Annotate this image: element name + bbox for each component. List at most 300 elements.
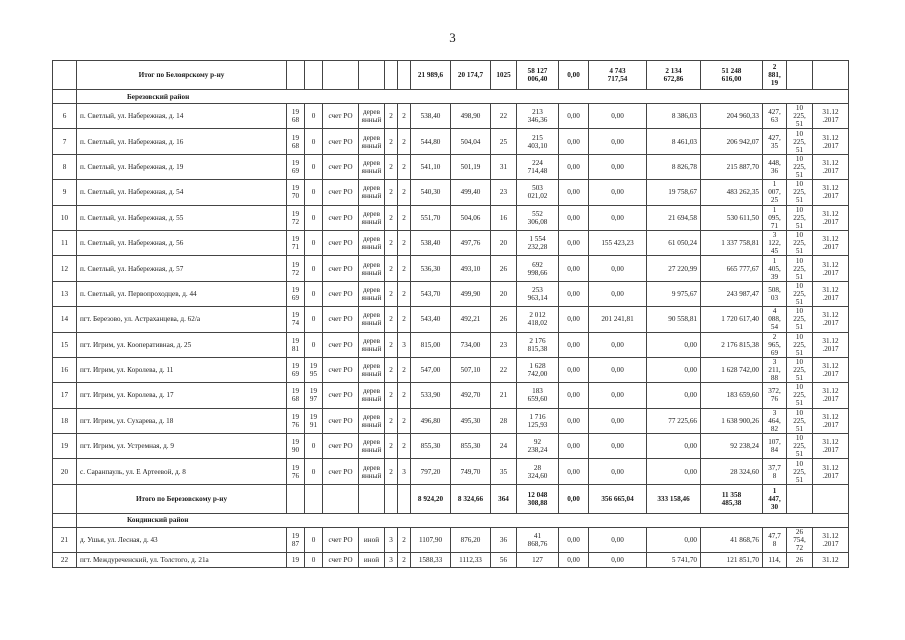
year-built: 19 81	[287, 332, 305, 357]
area-total: 538,40	[411, 104, 451, 129]
cost-specific: 107, 84	[763, 434, 787, 459]
empty-cell	[53, 513, 77, 527]
cost-total: 41 868,76	[517, 527, 559, 552]
entrances: 3	[398, 459, 411, 484]
floors: 2	[385, 230, 398, 255]
year-reconstructed: 0	[305, 104, 323, 129]
year-built: 19 90	[287, 434, 305, 459]
floors: 2	[385, 205, 398, 230]
cost-specific: 1 405, 39	[763, 256, 787, 281]
wall-material: дерев янный	[359, 459, 385, 484]
table-row	[53, 180, 849, 205]
deadline-date: 31.12 .2017	[813, 307, 849, 332]
row-number: 22	[53, 553, 77, 568]
deadline-date: 31.12 .2017	[813, 129, 849, 154]
account-type: счет РО	[323, 459, 359, 484]
cost-regional: 0,00	[589, 205, 647, 230]
deadline-date: 31.12 .2017	[813, 527, 849, 552]
floors: 2	[385, 104, 398, 129]
cost-municipal: 9 975,67	[647, 281, 701, 306]
cost-municipal: 0,00	[647, 383, 701, 408]
cost-total: 253 963,14	[517, 281, 559, 306]
floors: 2	[385, 357, 398, 382]
entrances: 2	[398, 230, 411, 255]
deadline-date: 31.12 .2017	[813, 459, 849, 484]
account-type: счет РО	[323, 129, 359, 154]
entrances: 2	[398, 307, 411, 332]
residents: 56	[491, 553, 517, 568]
cost-total: 224 714,48	[517, 154, 559, 179]
area-living: 855,30	[451, 434, 491, 459]
cost-municipal: 333 158,46	[647, 484, 701, 513]
cost-regional: 0,00	[589, 154, 647, 179]
empty-cell	[323, 484, 359, 513]
cost-federal: 0,00	[559, 180, 589, 205]
cost-municipal: 27 220,99	[647, 256, 701, 281]
entrances: 2	[398, 205, 411, 230]
residents: 26	[491, 256, 517, 281]
cost-regional: 0,00	[589, 129, 647, 154]
cost-specific: 372, 76	[763, 383, 787, 408]
address: пгт. Игрим, ул. Кооперативная, д. 25	[77, 332, 287, 357]
floors: 2	[385, 383, 398, 408]
table-row	[53, 129, 849, 154]
floors: 2	[385, 281, 398, 306]
area-living: 507,10	[451, 357, 491, 382]
cost-regional: 0,00	[589, 104, 647, 129]
section-title: Кондинский район	[77, 513, 849, 527]
address: пгт. Игрим, ул. Устремная, д. 9	[77, 434, 287, 459]
year-reconstructed: 0	[305, 307, 323, 332]
cost-total: 92 238,24	[517, 434, 559, 459]
year-built: 19 72	[287, 256, 305, 281]
account-type: счет РО	[323, 527, 359, 552]
cost-owners: 204 960,33	[701, 104, 763, 129]
wall-material: дерев янный	[359, 357, 385, 382]
cost-specific: 1 447, 30	[763, 484, 787, 513]
floors: 2	[385, 434, 398, 459]
cost-owners: 483 262,35	[701, 180, 763, 205]
deadline-date: 31.12 .2017	[813, 357, 849, 382]
cost-limit: 10 225, 51	[787, 154, 813, 179]
totals-beloyarsky-row	[53, 61, 849, 90]
entrances: 2	[398, 129, 411, 154]
year-reconstructed: 19 95	[305, 357, 323, 382]
area-living: 501,19	[451, 154, 491, 179]
residents: 16	[491, 205, 517, 230]
cost-regional: 0,00	[589, 357, 647, 382]
cost-specific: 427, 35	[763, 129, 787, 154]
totals-berezovsky-row	[53, 484, 849, 513]
year-built: 19 72	[287, 205, 305, 230]
account-type: счет РО	[323, 256, 359, 281]
year-reconstructed: 0	[305, 332, 323, 357]
row-number: 16	[53, 357, 77, 382]
table-row	[53, 154, 849, 179]
address: с. Саранпауль, ул. Е Артеевой, д. 8	[77, 459, 287, 484]
cost-municipal: 0,00	[647, 357, 701, 382]
area-total: 544,80	[411, 129, 451, 154]
cost-limit: 26 754, 72	[787, 527, 813, 552]
entrances: 2	[398, 281, 411, 306]
year-built: 19 70	[287, 180, 305, 205]
cost-specific: 47,7 8	[763, 527, 787, 552]
cost-municipal: 0,00	[647, 332, 701, 357]
cost-federal: 0,00	[559, 256, 589, 281]
cost-municipal: 8 461,03	[647, 129, 701, 154]
row-number: 14	[53, 307, 77, 332]
table-row	[53, 281, 849, 306]
cost-regional: 201 241,81	[589, 307, 647, 332]
account-type: счет РО	[323, 154, 359, 179]
cost-specific: 2 881, 19	[763, 61, 787, 90]
wall-material: дерев янный	[359, 281, 385, 306]
area-living: 492,70	[451, 383, 491, 408]
empty-cell	[787, 484, 813, 513]
cost-municipal: 2 134 672,86	[647, 61, 701, 90]
cost-federal: 0,00	[559, 527, 589, 552]
residents: 23	[491, 332, 517, 357]
floors: 2	[385, 180, 398, 205]
residents: 1025	[491, 61, 517, 90]
cost-total: 1 716 125,93	[517, 408, 559, 433]
cost-limit: 10 225, 51	[787, 307, 813, 332]
year-built: 19 68	[287, 129, 305, 154]
wall-material: дерев янный	[359, 129, 385, 154]
address: пгт. Березово, ул. Астраханцева, д. 62/а	[77, 307, 287, 332]
residents: 25	[491, 129, 517, 154]
cost-owners: 28 324,60	[701, 459, 763, 484]
deadline-date: 31.12 .2017	[813, 332, 849, 357]
empty-cell	[53, 484, 77, 513]
account-type: счет РО	[323, 307, 359, 332]
entrances: 2	[398, 256, 411, 281]
wall-material: дерев янный	[359, 205, 385, 230]
cost-regional: 0,00	[589, 553, 647, 568]
cost-specific: 114,	[763, 553, 787, 568]
table-row	[53, 459, 849, 484]
row-number: 6	[53, 104, 77, 129]
entrances: 2	[398, 357, 411, 382]
cost-federal: 0,00	[559, 281, 589, 306]
year-built: 19	[287, 553, 305, 568]
area-living: 504,04	[451, 129, 491, 154]
residents: 28	[491, 408, 517, 433]
cost-regional: 4 743 717,54	[589, 61, 647, 90]
account-type: счет РО	[323, 553, 359, 568]
cost-municipal: 0,00	[647, 527, 701, 552]
table-row	[53, 256, 849, 281]
cost-total: 183 659,60	[517, 383, 559, 408]
cost-regional: 356 665,04	[589, 484, 647, 513]
cost-specific: 1 095, 71	[763, 205, 787, 230]
year-reconstructed: 0	[305, 434, 323, 459]
cost-owners: 215 887,70	[701, 154, 763, 179]
residents: 22	[491, 104, 517, 129]
area-total: 533,90	[411, 383, 451, 408]
cost-limit: 10 225, 51	[787, 281, 813, 306]
account-type: счет РО	[323, 332, 359, 357]
year-reconstructed: 0	[305, 553, 323, 568]
cost-total: 692 998,66	[517, 256, 559, 281]
entrances: 2	[398, 553, 411, 568]
area-living: 20 174,7	[451, 61, 491, 90]
cost-regional: 0,00	[589, 180, 647, 205]
empty-cell	[813, 484, 849, 513]
address: пгт. Междуреченский, ул. Толстого, д. 21а	[77, 553, 287, 568]
cost-federal: 0,00	[559, 307, 589, 332]
cost-limit: 10 225, 51	[787, 129, 813, 154]
cost-owners: 1 628 742,00	[701, 357, 763, 382]
deadline-date: 31.12	[813, 553, 849, 568]
floors: 3	[385, 553, 398, 568]
cost-specific: 1 007, 25	[763, 180, 787, 205]
cost-federal: 0,00	[559, 61, 589, 90]
cost-limit: 10 225, 51	[787, 180, 813, 205]
cost-total: 503 021,02	[517, 180, 559, 205]
cost-regional: 0,00	[589, 434, 647, 459]
year-built: 19 71	[287, 230, 305, 255]
entrances: 3	[398, 332, 411, 357]
cost-owners: 665 777,67	[701, 256, 763, 281]
cost-federal: 0,00	[559, 553, 589, 568]
cost-owners: 121 851,70	[701, 553, 763, 568]
table-row	[53, 104, 849, 129]
residents: 21	[491, 383, 517, 408]
cost-total: 552 306,08	[517, 205, 559, 230]
account-type: счет РО	[323, 205, 359, 230]
cost-regional: 0,00	[589, 332, 647, 357]
cost-municipal: 21 694,58	[647, 205, 701, 230]
residents: 364	[491, 484, 517, 513]
wall-material: дерев янный	[359, 104, 385, 129]
area-total: 538,40	[411, 230, 451, 255]
floors: 2	[385, 459, 398, 484]
account-type: счет РО	[323, 104, 359, 129]
wall-material: дерев янный	[359, 154, 385, 179]
cost-federal: 0,00	[559, 434, 589, 459]
deadline-date: 31.12 .2017	[813, 281, 849, 306]
empty-cell	[398, 484, 411, 513]
cost-regional: 0,00	[589, 527, 647, 552]
area-living: 498,90	[451, 104, 491, 129]
year-built: 19 69	[287, 357, 305, 382]
table-row	[53, 383, 849, 408]
cost-federal: 0,00	[559, 129, 589, 154]
entrances: 2	[398, 180, 411, 205]
floors: 2	[385, 408, 398, 433]
area-total: 1107,90	[411, 527, 451, 552]
cost-regional: 0,00	[589, 256, 647, 281]
row-number: 9	[53, 180, 77, 205]
deadline-date: 31.12 .2017	[813, 154, 849, 179]
area-living: 876,20	[451, 527, 491, 552]
wall-material: иной	[359, 527, 385, 552]
cost-total: 1 628 742,00	[517, 357, 559, 382]
floors: 2	[385, 307, 398, 332]
year-built: 19 68	[287, 104, 305, 129]
cost-federal: 0,00	[559, 104, 589, 129]
year-built: 19 76	[287, 459, 305, 484]
area-living: 734,00	[451, 332, 491, 357]
cost-owners: 51 248 616,00	[701, 61, 763, 90]
cost-federal: 0,00	[559, 383, 589, 408]
entrances: 2	[398, 434, 411, 459]
cost-limit: 10 225, 51	[787, 104, 813, 129]
row-number: 12	[53, 256, 77, 281]
cost-specific: 448, 36	[763, 154, 787, 179]
floors: 2	[385, 154, 398, 179]
cost-limit: 26	[787, 553, 813, 568]
area-living: 499,90	[451, 281, 491, 306]
area-total: 21 989,6	[411, 61, 451, 90]
table-row	[53, 357, 849, 382]
cost-municipal: 0,00	[647, 434, 701, 459]
area-total: 551,70	[411, 205, 451, 230]
address: п. Светлый, ул. Набережная, д. 16	[77, 129, 287, 154]
year-reconstructed: 0	[305, 230, 323, 255]
entrances: 2	[398, 154, 411, 179]
address: п. Светлый, ул. Первопроходцев, д. 44	[77, 281, 287, 306]
entrances: 2	[398, 383, 411, 408]
cost-limit: 10 225, 51	[787, 383, 813, 408]
area-total: 543,40	[411, 307, 451, 332]
cost-owners: 206 942,07	[701, 129, 763, 154]
area-total: 536,30	[411, 256, 451, 281]
table-row	[53, 307, 849, 332]
empty-cell	[385, 484, 398, 513]
account-type: счет РО	[323, 281, 359, 306]
cost-specific: 427, 63	[763, 104, 787, 129]
area-total: 797,20	[411, 459, 451, 484]
table-row	[53, 434, 849, 459]
address: п. Светлый, ул. Набережная, д. 56	[77, 230, 287, 255]
area-total: 815,00	[411, 332, 451, 357]
area-living: 492,21	[451, 307, 491, 332]
row-number: 13	[53, 281, 77, 306]
cost-federal: 0,00	[559, 459, 589, 484]
cost-regional: 0,00	[589, 383, 647, 408]
wall-material: дерев янный	[359, 230, 385, 255]
deadline-date: 31.12 .2017	[813, 180, 849, 205]
cost-limit: 10 225, 51	[787, 256, 813, 281]
cost-federal: 0,00	[559, 205, 589, 230]
account-type: счет РО	[323, 230, 359, 255]
cost-regional: 0,00	[589, 408, 647, 433]
cost-owners: 2 176 815,38	[701, 332, 763, 357]
deadline-date: 31.12 .2017	[813, 230, 849, 255]
cost-owners: 243 987,47	[701, 281, 763, 306]
table-row	[53, 205, 849, 230]
cost-specific: 3 211, 88	[763, 357, 787, 382]
year-reconstructed: 19 91	[305, 408, 323, 433]
year-reconstructed: 0	[305, 129, 323, 154]
cost-municipal: 61 050,24	[647, 230, 701, 255]
area-total: 1588,33	[411, 553, 451, 568]
floors: 2	[385, 256, 398, 281]
cost-municipal: 90 558,81	[647, 307, 701, 332]
address: пгт. Игрим, ул. Королева, д. 17	[77, 383, 287, 408]
address: п. Светлый, ул. Набережная, д. 19	[77, 154, 287, 179]
wall-material: иной	[359, 553, 385, 568]
year-reconstructed: 0	[305, 281, 323, 306]
totals-label: Итого по Березовскому р-ну	[77, 484, 287, 513]
floors: 2	[385, 332, 398, 357]
cost-total: 213 346,36	[517, 104, 559, 129]
floors: 2	[385, 129, 398, 154]
row-number: 10	[53, 205, 77, 230]
year-built: 19 69	[287, 281, 305, 306]
deadline-date: 31.12 .2017	[813, 256, 849, 281]
cost-specific: 2 965, 69	[763, 332, 787, 357]
residents: 35	[491, 459, 517, 484]
totals-label: Итог по Белоярскому р-ну	[77, 61, 287, 90]
area-living: 749,70	[451, 459, 491, 484]
row-number: 20	[53, 459, 77, 484]
area-living: 499,40	[451, 180, 491, 205]
cost-owners: 1 638 900,26	[701, 408, 763, 433]
row-number: 19	[53, 434, 77, 459]
cost-federal: 0,00	[559, 154, 589, 179]
residents: 20	[491, 230, 517, 255]
cost-owners: 1 337 758,81	[701, 230, 763, 255]
table-row	[53, 230, 849, 255]
cost-limit: 10 225, 51	[787, 459, 813, 484]
cost-specific: 3 122, 45	[763, 230, 787, 255]
wall-material: дерев янный	[359, 307, 385, 332]
row-number: 15	[53, 332, 77, 357]
year-built: 19 69	[287, 154, 305, 179]
entrances: 2	[398, 104, 411, 129]
cost-limit: 10 225, 51	[787, 434, 813, 459]
table-row	[53, 527, 849, 552]
residents: 22	[491, 357, 517, 382]
section-title: Березовский район	[77, 90, 849, 104]
empty-cell	[305, 484, 323, 513]
cost-municipal: 8 826,78	[647, 154, 701, 179]
cost-owners: 41 868,76	[701, 527, 763, 552]
row-number: 7	[53, 129, 77, 154]
year-reconstructed: 19 97	[305, 383, 323, 408]
table-row	[53, 332, 849, 357]
area-living: 493,10	[451, 256, 491, 281]
section-header-berezovsky	[53, 90, 849, 104]
cost-federal: 0,00	[559, 230, 589, 255]
row-number: 11	[53, 230, 77, 255]
year-reconstructed: 0	[305, 205, 323, 230]
cost-federal: 0,00	[559, 357, 589, 382]
cost-total: 2 012 418,02	[517, 307, 559, 332]
year-built: 19 87	[287, 527, 305, 552]
deadline-date: 31.12 .2017	[813, 434, 849, 459]
cost-owners: 530 611,50	[701, 205, 763, 230]
cost-total: 215 403,10	[517, 129, 559, 154]
wall-material: дерев янный	[359, 180, 385, 205]
cost-specific: 508, 03	[763, 281, 787, 306]
area-living: 495,30	[451, 408, 491, 433]
deadline-date: 31.12 .2017	[813, 408, 849, 433]
cost-owners: 92 238,24	[701, 434, 763, 459]
cost-federal: 0,00	[559, 332, 589, 357]
empty-cell	[287, 484, 305, 513]
page-number: 3	[449, 30, 456, 45]
cost-limit: 10 225, 51	[787, 408, 813, 433]
row-number: 8	[53, 154, 77, 179]
section-header-kondinsky	[53, 513, 849, 527]
address: пгт. Игрим, ул. Сухарева, д. 18	[77, 408, 287, 433]
address: п. Светлый, ул. Набережная, д. 54	[77, 180, 287, 205]
residents: 20	[491, 281, 517, 306]
